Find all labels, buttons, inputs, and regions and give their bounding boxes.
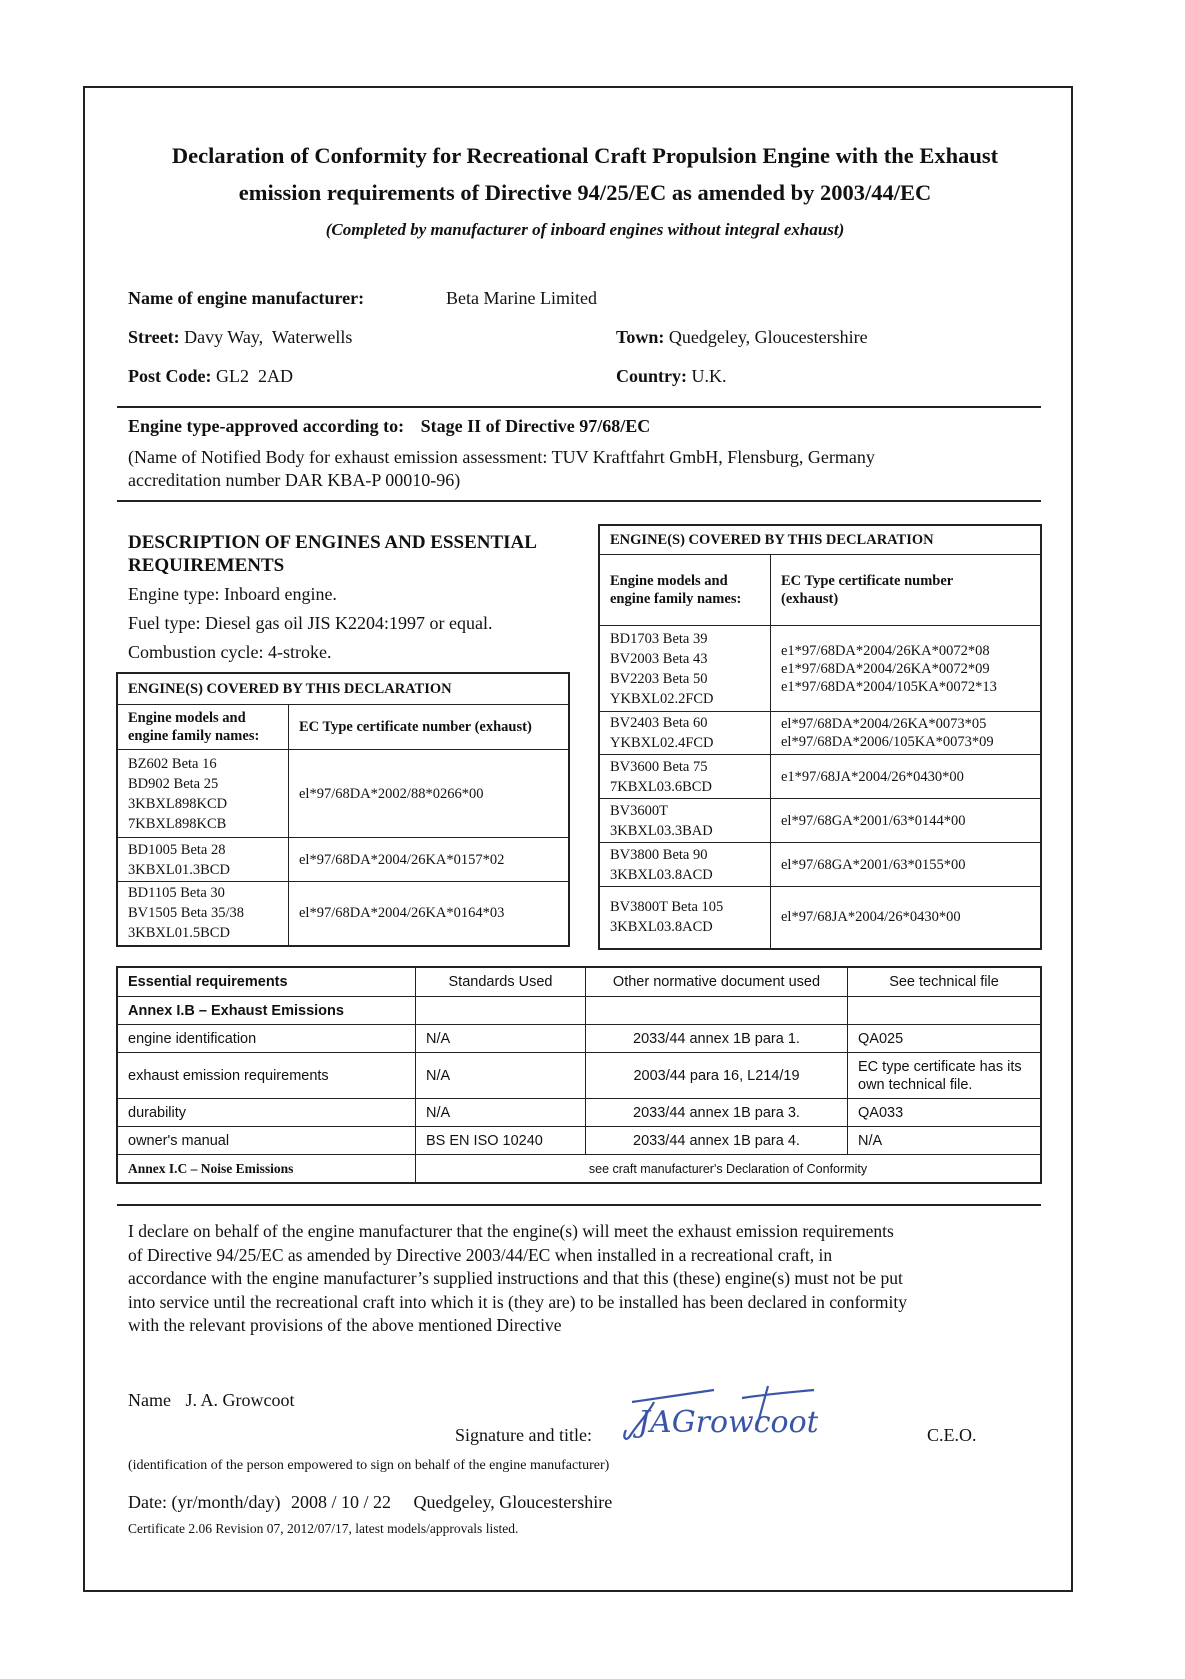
other-cell: 2033/44 annex 1B para 1.: [586, 1025, 848, 1053]
model-line: 3KBXL03.8ACD: [610, 866, 713, 883]
signature-graphic: [618, 1380, 818, 1446]
table-row: [117, 1025, 1041, 1053]
cert-number: el*97/68JA*2004/26*0430*00: [781, 909, 961, 926]
table-row: [117, 882, 569, 946]
cert-number: e1*97/68DA*2004/26KA*0072*08: [781, 642, 990, 659]
right-engines-table: [598, 524, 1042, 950]
model-line: 3KBXL01.3BCD: [128, 861, 230, 878]
subtitle: (Completed by manufacturer of inboard engines without integral exhaust): [325, 220, 845, 239]
divider-2: [117, 500, 1041, 502]
std-cell: BS EN ISO 10240: [416, 1127, 586, 1155]
table-row: [117, 1127, 1041, 1155]
file-cell: QA033: [848, 1099, 1042, 1127]
model-line: BV3600T: [610, 802, 668, 819]
left-col1-line-1: Engine models and: [128, 710, 246, 726]
cert-number: el*97/68DA*2004/26KA*0164*03: [299, 905, 505, 922]
description-heading-line-1: DESCRIPTION OF ENGINES AND ESSENTIAL: [128, 532, 537, 553]
file-cell: N/A: [848, 1127, 1042, 1155]
req-cell: durability: [117, 1099, 416, 1127]
table-row: [117, 1053, 1041, 1099]
table-row: [599, 626, 1041, 712]
approval-label: Engine type-approved according to:: [128, 416, 405, 436]
street-row: [128, 327, 352, 348]
description-heading-line-2: REQUIREMENTS: [128, 555, 285, 576]
model-line: BV2203 Beta 50: [610, 670, 708, 687]
notified-line-2: accreditation number DAR KBA-P 00010-96): [128, 470, 461, 490]
declaration-line-4: into service until the recreational craft into which it is (they are) to be installed has been declared in conformity: [128, 1291, 907, 1312]
cert-number: e1*97/68JA*2004/26*0430*00: [781, 768, 964, 785]
ess-header-standards: Standards Used: [416, 967, 586, 997]
essential-requirements-table: [116, 966, 1042, 1184]
table-row: [599, 843, 1041, 887]
std-cell: N/A: [416, 1025, 586, 1053]
model-line: BV1505 Beta 35/38: [128, 905, 244, 922]
signature: [618, 1380, 818, 1446]
left-col1-line-2: engine family names:: [128, 728, 260, 744]
ess-header-other: Other normative document used: [586, 967, 848, 997]
name-row: [128, 1390, 294, 1411]
model-line: 7KBXL898KCB: [128, 815, 227, 832]
annex-ic-label: Annex I.C – Noise Emissions: [117, 1155, 416, 1184]
street-label: Street:: [128, 327, 180, 347]
country-label: Country:: [616, 366, 687, 386]
street-value: Davy Way, Waterwells: [184, 327, 353, 347]
left-table-caption: ENGINE(S) COVERED BY THIS DECLARATION: [117, 673, 569, 705]
req-cell: owner's manual: [117, 1127, 416, 1155]
left-col-cert-header: EC Type certificate number (exhaust): [289, 705, 570, 750]
cert-number: el*97/68DA*2004/26KA*0157*02: [299, 851, 505, 868]
manufacturer-name-value: Beta Marine Limited: [446, 288, 597, 308]
model-line: BV3600 Beta 75: [610, 758, 708, 775]
name-label: Name: [128, 1390, 171, 1410]
model-line: BD902 Beta 25: [128, 775, 219, 792]
model-line: 3KBXL03.8ACD: [610, 919, 713, 936]
description-heading: [128, 531, 537, 577]
other-cell: 2033/44 annex 1B para 4.: [586, 1127, 848, 1155]
model-line: 3KBXL898KCD: [128, 795, 228, 812]
declaration-line-2: of Directive 94/25/EC as amended by Directive 2003/44/EC when installed in a recreational craft, in: [128, 1244, 833, 1265]
model-line: BD1005 Beta 28: [128, 841, 226, 858]
req-cell: exhaust emission requirements: [117, 1053, 416, 1099]
model-line: BV2003 Beta 43: [610, 650, 708, 667]
model-line: BD1105 Beta 30: [128, 885, 225, 902]
model-line: 3KBXL03.3BAD: [610, 822, 713, 839]
model-line: BD1703 Beta 39: [610, 630, 708, 647]
model-line: BV3800 Beta 90: [610, 846, 708, 863]
table-row: [599, 712, 1041, 755]
ess-header-file: See technical file: [848, 967, 1042, 997]
fuel-type: Fuel type: Diesel gas oil JIS K2204:1997 or equal.: [128, 613, 493, 633]
notified-line-1: (Name of Notified Body for exhaust emission assessment: TUV Kraftfahrt GmbH, Flensburg, Germany: [128, 447, 875, 467]
divider-1: [117, 406, 1041, 408]
std-cell: N/A: [416, 1053, 586, 1099]
table-row: [117, 838, 569, 882]
approval-value: Stage II of Directive 97/68/EC: [420, 416, 651, 436]
manufacturer-name-label: Name of engine manufacturer:: [128, 288, 365, 308]
ess-header-requirements: Essential requirements: [117, 967, 416, 997]
annex-ib-label: Annex I.B – Exhaust Emissions: [117, 997, 416, 1025]
right-col1-line-2: engine family names:: [610, 591, 742, 607]
model-line: BV3800T Beta 105: [610, 899, 724, 916]
cert-number: el*97/68GA*2001/63*0144*00: [781, 812, 966, 829]
annex-ic-value: see craft manufacturer's Declaration of Conformity: [416, 1155, 1042, 1184]
signature-label: Signature and title:: [455, 1425, 592, 1445]
cert-number: el*97/68GA*2001/63*0155*00: [781, 856, 966, 873]
title-line-1: Declaration of Conformity for Recreational Craft Propulsion Engine with the Exhaust: [171, 143, 999, 168]
postcode-row: [128, 366, 293, 387]
table-row: [599, 799, 1041, 843]
date-label: Date: (yr/month/day): [128, 1492, 281, 1512]
declaration-line-3: accordance with the engine manufacturer’s supplied instructions and that this (these) engine(s) must not be put: [128, 1268, 903, 1288]
model-line: YKBXL02.2FCD: [610, 690, 714, 707]
left-col-models-header: [117, 705, 289, 750]
town-label: Town:: [616, 327, 665, 347]
model-line: YKBXL02.4FCD: [610, 735, 714, 751]
postcode-value: GL2 2AD: [216, 366, 293, 386]
right-table-caption: ENGINE(S) COVERED BY THIS DECLARATION: [599, 525, 1041, 555]
model-line: 7KBXL03.6BCD: [610, 778, 712, 795]
date-place: Quedgeley, Gloucestershire: [413, 1492, 613, 1512]
right-col2-line-1: EC Type certificate number: [781, 573, 954, 589]
town-value: Quedgeley, Gloucestershire: [668, 327, 868, 347]
engine-type: Engine type: Inboard engine.: [128, 584, 337, 604]
table-row: [117, 1099, 1041, 1127]
postcode-label: Post Code:: [128, 366, 212, 386]
cert-number: el*97/68DA*2006/105KA*0073*09: [781, 734, 994, 750]
cert-number: e1*97/68DA*2004/26KA*0072*09: [781, 660, 990, 677]
right-col-models-header: [599, 555, 771, 626]
table-row: [117, 750, 569, 838]
date-row: [128, 1492, 612, 1513]
identification-note: (identification of the person empowered to sign on behalf of the engine manufacturer): [128, 1458, 610, 1473]
title-line-2: emission requirements of Directive 94/25/EC as amended by 2003/44/EC: [238, 180, 932, 205]
country-row: [616, 366, 727, 387]
cert-number: e1*97/68DA*2004/105KA*0072*13: [781, 678, 997, 695]
signer-title: C.E.O.: [927, 1425, 977, 1445]
declaration-line-1: I declare on behalf of the engine manufacturer that the engine(s) will meet the exhaust emission requirements: [128, 1221, 894, 1241]
std-cell: N/A: [416, 1099, 586, 1127]
model-line: 3KBXL01.5BCD: [128, 925, 230, 942]
signature-text: JAGrowcoot: [638, 1405, 818, 1440]
other-cell: 2003/44 para 16, L214/19: [586, 1053, 848, 1099]
right-col-cert-header: [771, 555, 1042, 626]
approval-row: [128, 416, 650, 437]
left-engines-table: [116, 672, 570, 947]
declaration-line-5: with the relevant provisions of the above mentioned Directive: [128, 1315, 562, 1335]
right-col1-line-1: Engine models and: [610, 573, 728, 589]
country-value: U.K.: [691, 366, 727, 386]
right-col2-line-2: (exhaust): [781, 591, 839, 607]
table-row: [599, 887, 1041, 949]
combustion-cycle: Combustion cycle: 4-stroke.: [128, 642, 332, 662]
name-value: J. A. Growcoot: [185, 1390, 295, 1410]
cert-number: el*97/68DA*2002/88*0266*00: [299, 785, 484, 802]
divider-3: [117, 1204, 1041, 1206]
date-value: 2008 / 10 / 22: [290, 1492, 391, 1512]
file-cell: QA025: [848, 1025, 1042, 1053]
model-line: BV2403 Beta 60: [610, 715, 708, 731]
other-cell: 2033/44 annex 1B para 3.: [586, 1099, 848, 1127]
notified-body: [128, 446, 875, 492]
declaration-text: [128, 1220, 1048, 1338]
req-cell: engine identification: [117, 1025, 416, 1053]
table-row: [599, 755, 1041, 799]
file-cell: EC type certificate has its own technical file.: [848, 1053, 1042, 1099]
cert-number: el*97/68DA*2004/26KA*0073*05: [781, 716, 987, 732]
town-row: [616, 327, 868, 348]
certificate-note: Certificate 2.06 Revision 07, 2012/07/17, latest models/approvals listed.: [128, 1521, 519, 1536]
model-line: BZ602 Beta 16: [128, 755, 217, 772]
